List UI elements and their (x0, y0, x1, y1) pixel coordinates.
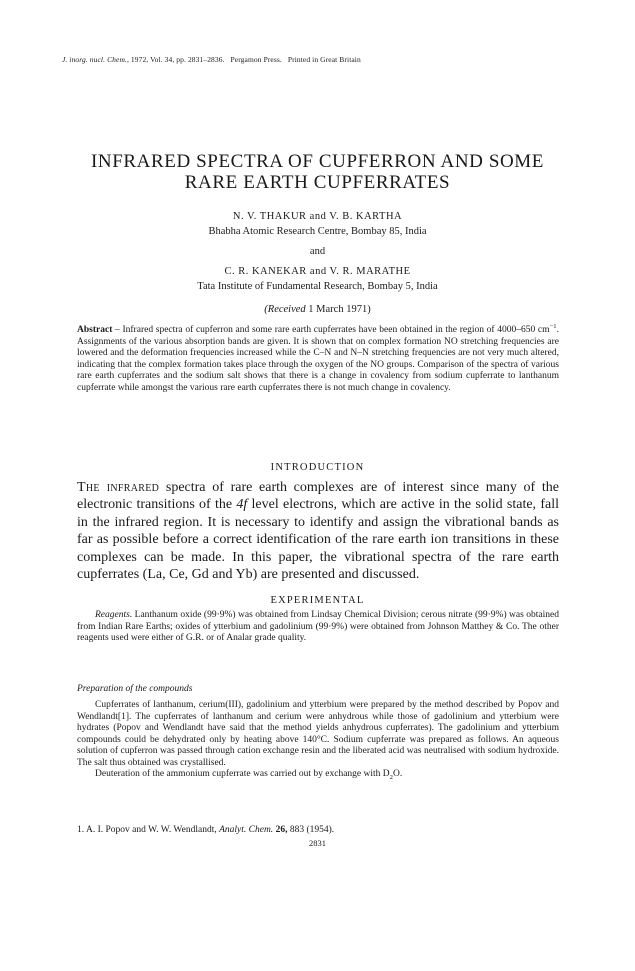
authors-line-1: N. V. THAKUR and V. B. KARTHA (232, 211, 403, 222)
authors-line-2: C. R. KANEKAR and V. R. MARATHE (224, 266, 411, 277)
received-date (60, 304, 575, 315)
abstract (77, 322, 559, 395)
deuteration-text: Deuteration of the ammonium cupferrate was carried out by exchange with D (95, 769, 390, 779)
page-number: 2831 (309, 838, 326, 848)
running-head (62, 55, 361, 64)
affiliation-1: Bhabha Atomic Research Centre, Bombay 85, India (208, 226, 427, 237)
footnote-volume: 26, (273, 825, 288, 835)
introduction-heading: INTRODUCTION (270, 462, 365, 473)
experimental-heading: EXPERIMENTAL (270, 595, 365, 606)
running-head-details: , 1972, Vol. 34, pp. 2831–2836. (126, 55, 225, 64)
reagents-paragraph (77, 610, 559, 645)
title-line-1: INFRARED SPECTRA OF CUPFERRON AND SOME (90, 151, 545, 172)
introduction-text-b: level electrons, which are active in the solid state, fall in the infrared region. It is necessary to identify and assign the vibrational bands as far as possible before a correct identification of the rare earth ion transitions in these complexes can be made. In this paper, the vibrational spectra of the rare earth cupferrates (La, Ce, Gd and Yb) are presented and discussed. (77, 497, 559, 583)
preparation-text: Cupferrates of lanthanum, cerium(III), gadolinium and ytterbium were prepared by the method described by Popov and Wendlandt[1]. The cupferrates of lanthanum and cerium were anhydrous while those of gadolinium and ytterbium were hydrates (Popov and Wendlandt have said that the method yields anhydrous cupferrates). The gadolinium and ytterbium compounds could be dehydrated only by heating above 140°C. Sodium cupferrate was prepared as follows. An aqueous solution of cupferron was passed through cation exchange resin and the liberated acid was neutralised with sodium hydroxide. The salt thus obtained was crystallised. (77, 700, 559, 768)
running-head-journal: J. inorg. nucl. Chem. (62, 55, 127, 64)
received-year: 1971) (346, 304, 371, 315)
affiliation-2: Tata Institute of Fundamental Research, Bombay 5, India (197, 281, 438, 292)
and-separator: and (309, 246, 326, 257)
footnote-rest: 883 (1954). (287, 825, 335, 835)
received-label: (Received (264, 304, 306, 315)
introduction-text-a: spectra of rare earth complexes are of interest since many of the electronic transitions of the (77, 480, 559, 513)
preparation-heading: Preparation of the compounds (77, 684, 193, 694)
footnote-journal: Analyt. Chem. (219, 825, 274, 835)
abstract-text-b: . Assignments of the various absorption bands are given. It is shown that on complex formation NO stretching frequencies are lowered and the deformation frequencies increased while the C–N and N–N stretching frequencies are not very much altered, indicating that the complex formation takes place through the oxygen of the NO groups. Comparison of the spectra of various rare earth cupferrates and the sodium salt shows that there is a change in covalency from sodium cupferrate to lanthanum cupferrate while amongst the various rare earth cupferrates there is not much change in covalency. (77, 325, 559, 393)
received-day-month: 1 March (308, 304, 344, 315)
abstract-sup: −1 (549, 322, 557, 330)
introduction-lead: The infrared (77, 480, 160, 495)
abstract-label: Abstract (77, 325, 113, 335)
running-head-publisher: Pergamon Press. (230, 55, 282, 64)
footnote-reference (77, 825, 334, 835)
article-title (60, 151, 575, 193)
reagents-label: Reagents. (95, 610, 133, 620)
footnote-ref: 1. A. I. Popov and W. W. Wendlandt, (77, 825, 220, 835)
preparation-paragraph (77, 700, 559, 781)
deuteration-sub: 2 (389, 773, 393, 781)
introduction-paragraph (77, 479, 559, 583)
running-head-printed: Printed in Great Britain (287, 55, 361, 64)
title-line-2: RARE EARTH CUPFERRATES (184, 172, 451, 193)
reagents-text: Lanthanum oxide (99·9%) was obtained from Lindsay Chemical Division; cerous nitrate (99·9%) was obtained from Indian Rare Earths; oxides of ytterbium and gadolinium (99·9%) were obtained from Johnson Matthey & Co. The other reagents used were either of G.R. or of Analar grade quality. (77, 610, 559, 643)
abstract-text-a: – Infrared spectra of cupferron and some rare earth cupferrates have been obtained in the region of 4000–650 cm (112, 325, 550, 335)
deuteration-end: O. (392, 769, 403, 779)
introduction-4f: 4f (236, 497, 248, 513)
deuteration-sentence (77, 769, 559, 781)
